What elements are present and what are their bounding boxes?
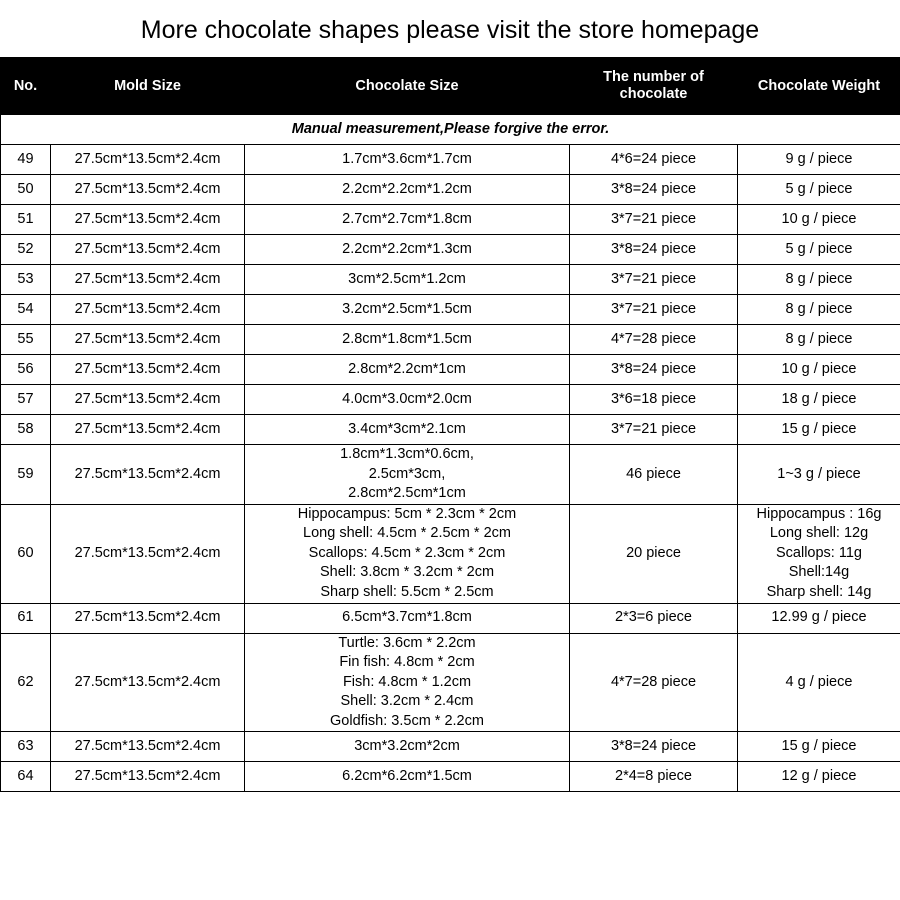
cell-chocolate-weight [738, 265, 900, 295]
cell-line: 8 g / piece [785, 270, 853, 287]
cell-line: 2*4=8 piece [615, 768, 692, 785]
cell-mold-size [51, 385, 245, 415]
cell-line: 62 [17, 673, 34, 690]
cell-line: 1.7cm*3.6cm*1.7cm [342, 150, 472, 167]
cell-line: 57 [17, 390, 34, 407]
cell-line: 27.5cm*13.5cm*2.4cm [74, 609, 221, 626]
cell-chocolate-weight [738, 445, 900, 505]
cell-chocolate-size [245, 295, 570, 325]
table-row [1, 205, 900, 235]
cell-chocolate-count [570, 235, 738, 265]
table-row [1, 445, 900, 505]
cell-no [1, 504, 51, 603]
cell-no [1, 355, 51, 385]
cell-line: 3.4cm*3cm*2.1cm [348, 420, 466, 437]
cell-mold-size [51, 205, 245, 235]
cell-no [1, 325, 51, 355]
cell-line: 3*8=24 piece [610, 180, 697, 197]
cell-line: 53 [17, 270, 34, 287]
cell-line: 63 [17, 738, 34, 755]
cell-chocolate-count [570, 325, 738, 355]
cell-line: 10 g / piece [781, 210, 857, 227]
cell-no [1, 762, 51, 792]
cell-line: 2.2cm*2.2cm*1.3cm [342, 240, 472, 257]
cell-line: 27.5cm*13.5cm*2.4cm [74, 768, 221, 785]
cell-chocolate-weight [738, 325, 900, 355]
cell-line: 4.0cm*3.0cm*2.0cm [342, 390, 472, 407]
table-row [1, 175, 900, 205]
cell-chocolate-size [245, 504, 570, 603]
column-header-chocolate-weight: Chocolate Weight [738, 58, 900, 115]
cell-no [1, 265, 51, 295]
table-row [1, 235, 900, 265]
cell-line: 55 [17, 330, 34, 347]
cell-line: Fin fish: 4.8cm * 2cm [339, 654, 475, 671]
cell-line: 27.5cm*13.5cm*2.4cm [74, 180, 221, 197]
cell-mold-size [51, 603, 245, 633]
cell-line: 5 g / piece [785, 180, 853, 197]
cell-line: Hippocampus: 5cm * 2.3cm * 2cm [297, 505, 517, 522]
cell-line: 27.5cm*13.5cm*2.4cm [74, 300, 221, 317]
cell-chocolate-weight [738, 235, 900, 265]
cell-chocolate-weight [738, 603, 900, 633]
cell-mold-size [51, 325, 245, 355]
cell-chocolate-count [570, 265, 738, 295]
table-row [1, 295, 900, 325]
cell-mold-size [51, 415, 245, 445]
cell-line: 61 [17, 609, 34, 626]
cell-line: 60 [17, 544, 34, 561]
table-row [1, 265, 900, 295]
cell-line: 58 [17, 420, 34, 437]
cell-mold-size [51, 175, 245, 205]
cell-chocolate-weight [738, 762, 900, 792]
cell-line: 56 [17, 360, 34, 377]
table-row [1, 385, 900, 415]
cell-line: 2.8cm*1.8cm*1.5cm [342, 330, 472, 347]
cell-chocolate-weight [738, 732, 900, 762]
cell-mold-size [51, 762, 245, 792]
cell-line: 15 g / piece [781, 738, 857, 755]
cell-line: 27.5cm*13.5cm*2.4cm [74, 465, 221, 482]
cell-line: 18 g / piece [781, 390, 857, 407]
cell-line: Long shell: 4.5cm * 2.5cm * 2cm [303, 525, 511, 542]
cell-line: Scallops: 11g [776, 544, 862, 561]
cell-line: 2.8cm*2.5cm*1cm [348, 485, 466, 502]
cell-chocolate-count [570, 385, 738, 415]
cell-no [1, 145, 51, 175]
cell-line: 27.5cm*13.5cm*2.4cm [74, 420, 221, 437]
cell-chocolate-count [570, 145, 738, 175]
table-row [1, 633, 900, 732]
cell-chocolate-count [570, 504, 738, 603]
table-row [1, 325, 900, 355]
cell-line: 3.2cm*2.5cm*1.5cm [342, 300, 472, 317]
cell-line: 3*7=21 piece [610, 420, 697, 437]
cell-line: 9 g / piece [785, 150, 853, 167]
cell-line: 2.5cm*3cm, [368, 465, 446, 482]
cell-line: 52 [17, 240, 34, 257]
cell-line: Goldfish: 3.5cm * 2.2cm [330, 712, 484, 729]
cell-line: 4*6=24 piece [610, 150, 697, 167]
cell-mold-size [51, 633, 245, 732]
cell-line: Sharp shell: 14g [766, 583, 872, 600]
cell-line: 27.5cm*13.5cm*2.4cm [74, 270, 221, 287]
cell-chocolate-count [570, 445, 738, 505]
cell-line: 27.5cm*13.5cm*2.4cm [74, 210, 221, 227]
cell-chocolate-size [245, 355, 570, 385]
table-row [1, 145, 900, 175]
cell-chocolate-weight [738, 385, 900, 415]
cell-chocolate-weight [738, 175, 900, 205]
cell-chocolate-size [245, 145, 570, 175]
cell-line: 27.5cm*13.5cm*2.4cm [74, 673, 221, 690]
cell-no [1, 205, 51, 235]
cell-chocolate-size [245, 732, 570, 762]
cell-chocolate-count [570, 205, 738, 235]
cell-chocolate-count [570, 175, 738, 205]
column-header-chocolate-count: The number of chocolate [570, 58, 738, 115]
cell-mold-size [51, 235, 245, 265]
cell-chocolate-count [570, 732, 738, 762]
cell-line: 4 g / piece [785, 673, 853, 690]
cell-line: Hippocampus : 16g [756, 505, 882, 522]
cell-mold-size [51, 445, 245, 505]
cell-chocolate-weight [738, 504, 900, 603]
cell-chocolate-size [245, 603, 570, 633]
cell-line: 10 g / piece [781, 360, 857, 377]
cell-mold-size [51, 504, 245, 603]
chocolate-spec-table [0, 57, 900, 792]
page-title: More chocolate shapes please visit the store homepage [140, 16, 760, 44]
table-row [1, 603, 900, 633]
measurement-note: Manual measurement,Please forgive the error. [1, 115, 900, 145]
table-row [1, 762, 900, 792]
cell-line: 27.5cm*13.5cm*2.4cm [74, 150, 221, 167]
cell-chocolate-count [570, 355, 738, 385]
cell-line: 2.2cm*2.2cm*1.2cm [342, 180, 472, 197]
cell-no [1, 633, 51, 732]
cell-line: 4*7=28 piece [610, 330, 697, 347]
cell-line: 1~3 g / piece [777, 465, 861, 482]
cell-chocolate-size [245, 205, 570, 235]
header-row [1, 58, 900, 115]
cell-no [1, 415, 51, 445]
cell-line: 12 g / piece [781, 768, 857, 785]
table-header [1, 58, 900, 115]
cell-chocolate-size [245, 325, 570, 355]
cell-chocolate-count [570, 415, 738, 445]
column-header-chocolate-size: Chocolate Size [245, 58, 570, 115]
cell-chocolate-size [245, 445, 570, 505]
cell-chocolate-size [245, 385, 570, 415]
cell-line: 27.5cm*13.5cm*2.4cm [74, 738, 221, 755]
cell-line: 3*6=18 piece [610, 390, 697, 407]
cell-line: Shell: 3.8cm * 3.2cm * 2cm [319, 564, 495, 581]
cell-line: 3*7=21 piece [610, 270, 697, 287]
cell-line: 50 [17, 180, 34, 197]
cell-line: Shell:14g [788, 564, 850, 581]
cell-mold-size [51, 265, 245, 295]
cell-no [1, 235, 51, 265]
cell-no [1, 175, 51, 205]
cell-line: Scallops: 4.5cm * 2.3cm * 2cm [308, 544, 506, 561]
cell-line: 49 [17, 150, 34, 167]
cell-line: 3cm*2.5cm*1.2cm [348, 270, 466, 287]
cell-no [1, 732, 51, 762]
cell-line: 2.7cm*2.7cm*1.8cm [342, 210, 472, 227]
cell-chocolate-size [245, 265, 570, 295]
cell-chocolate-size [245, 762, 570, 792]
cell-line: Long shell: 12g [769, 525, 869, 542]
cell-line: 2*3=6 piece [615, 609, 692, 626]
column-header-mold-size: Mold Size [51, 58, 245, 115]
table-row [1, 504, 900, 603]
cell-line: 51 [17, 210, 34, 227]
cell-chocolate-size [245, 633, 570, 732]
cell-no [1, 445, 51, 505]
cell-line: Sharp shell: 5.5cm * 2.5cm [320, 583, 494, 600]
cell-line: 12.99 g / piece [771, 609, 867, 626]
cell-line: 15 g / piece [781, 420, 857, 437]
cell-line: 46 piece [626, 465, 681, 482]
cell-mold-size [51, 732, 245, 762]
cell-line: 3*8=24 piece [610, 738, 697, 755]
cell-chocolate-size [245, 175, 570, 205]
cell-line: 3*8=24 piece [610, 360, 697, 377]
cell-chocolate-count [570, 295, 738, 325]
table-body [1, 115, 900, 792]
cell-line: 3*8=24 piece [610, 240, 697, 257]
cell-chocolate-weight [738, 145, 900, 175]
cell-line: 5 g / piece [785, 240, 853, 257]
cell-chocolate-size [245, 235, 570, 265]
cell-chocolate-size [245, 415, 570, 445]
cell-chocolate-count [570, 603, 738, 633]
cell-line: 54 [17, 300, 34, 317]
cell-line: 27.5cm*13.5cm*2.4cm [74, 240, 221, 257]
cell-mold-size [51, 355, 245, 385]
cell-mold-size [51, 145, 245, 175]
cell-line: 6.5cm*3.7cm*1.8cm [342, 609, 472, 626]
cell-chocolate-weight [738, 415, 900, 445]
cell-line: 6.2cm*6.2cm*1.5cm [342, 768, 472, 785]
cell-line: 27.5cm*13.5cm*2.4cm [74, 360, 221, 377]
cell-line: 8 g / piece [785, 330, 853, 347]
cell-line: 3*7=21 piece [610, 210, 697, 227]
column-header-no: No. [1, 58, 51, 115]
cell-line: 2.8cm*2.2cm*1cm [348, 360, 466, 377]
cell-line: 27.5cm*13.5cm*2.4cm [74, 390, 221, 407]
cell-line: 64 [17, 768, 34, 785]
measurement-note-row [1, 115, 900, 145]
cell-line: Turtle: 3.6cm * 2.2cm [338, 634, 476, 651]
cell-chocolate-count [570, 762, 738, 792]
cell-line: 3cm*3.2cm*2cm [354, 738, 460, 755]
cell-chocolate-weight [738, 633, 900, 732]
cell-line: Shell: 3.2cm * 2.4cm [340, 693, 474, 710]
cell-no [1, 603, 51, 633]
table-row [1, 732, 900, 762]
cell-chocolate-weight [738, 205, 900, 235]
cell-line: 27.5cm*13.5cm*2.4cm [74, 330, 221, 347]
table-row [1, 415, 900, 445]
cell-mold-size [51, 295, 245, 325]
cell-line: 4*7=28 piece [610, 673, 697, 690]
cell-line: 59 [17, 465, 34, 482]
cell-no [1, 295, 51, 325]
cell-no [1, 385, 51, 415]
cell-chocolate-weight [738, 295, 900, 325]
cell-line: 1.8cm*1.3cm*0.6cm, [340, 446, 474, 462]
cell-line: Fish: 4.8cm * 1.2cm [342, 673, 472, 690]
cell-chocolate-weight [738, 355, 900, 385]
cell-line: 8 g / piece [785, 300, 853, 317]
cell-line: 20 piece [626, 544, 681, 561]
cell-chocolate-count [570, 633, 738, 732]
table-row [1, 355, 900, 385]
cell-line: 27.5cm*13.5cm*2.4cm [74, 544, 221, 561]
cell-line: 3*7=21 piece [610, 300, 697, 317]
